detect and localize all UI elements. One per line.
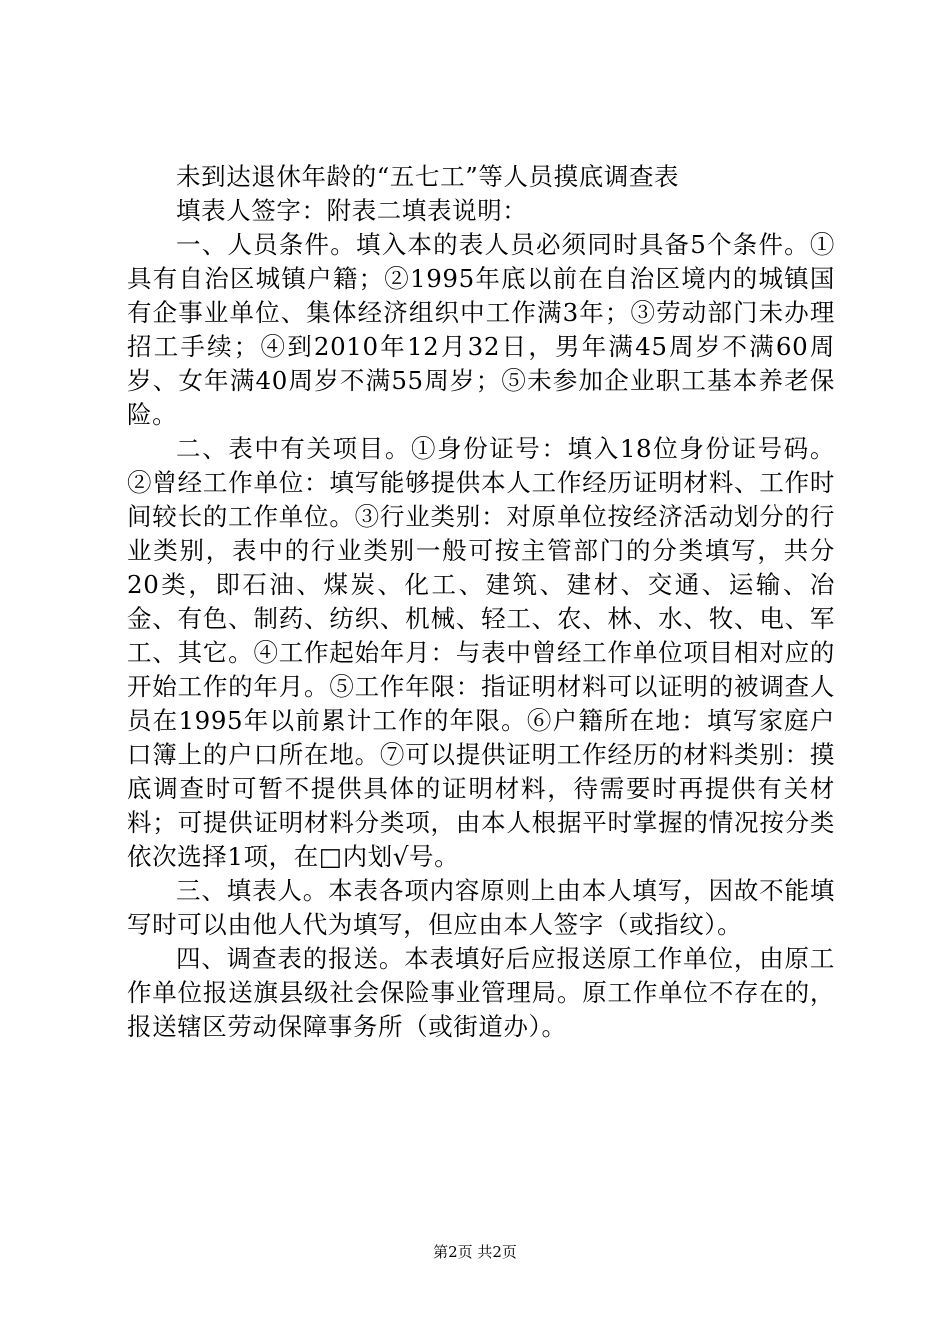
paragraph-submission: 四、调查表的报送。本表填好后应报送原工作单位，由原工作单位报送旗县级社会保险事业管理局。原工作单位不存在的，报送辖区劳动保障事务所（或街道办）。 — [127, 944, 835, 1041]
signer-line: 填表人签字：附表二填表说明： — [176, 196, 528, 225]
document-title: 未到达退休年龄的“五七工”等人员摸底调查表 — [176, 162, 680, 191]
page-number-footer: 第2页 共2页 — [433, 1243, 517, 1261]
paragraph-filler: 三、填表人。本表各项内容原则上由本人填写，因故不能填写时可以由他人代为填写，但应由本人签字（或指纹）。 — [127, 876, 835, 939]
document-body — [127, 160, 835, 1044]
paragraph-personnel-conditions: 一、人员条件。填入本的表人员必须同时具备5个条件。①具有自治区城镇户籍；②1995年底以前在自治区境内的城镇国有企事业单位、集体经济组织中工作满3年；③劳动部门未办理招工手续；④到2010年12月32日，男年满45周岁不满60周岁、女年满40周岁不满55周岁；⑤未参加企业职工基本养老保险。 — [127, 230, 835, 429]
paragraph-table-items: 二、表中有关项目。①身份证号：填入18位身份证号码。②曾经工作单位：填写能够提供本人工作经历证明材料、工作时间较长的工作单位。③行业类别：对原单位按经济活动划分的行业类别，表中的行业类别一般可按主管部门的分类填写，共分20类，即石油、煤炭、化工、建筑、建材、交通、运输、冶金、有色、制药、纺织、机械、轻工、农、林、水、牧、电、军工、其它。④工作起始年月：与表中曾经工作单位项目相对应的开始工作的年月。⑤工作年限：指证明材料可以证明的被调查人员在1995年以前累计工作的年限。⑥户籍所在地：填写家庭户口簿上的户口所在地。⑦可以提供证明工作经历的材料类别：摸底调查时可暂不提供具体的证明材料，待需要时再提供有关材料；可提供证明材料分类项，由本人根据平时掌握的情况按分类依次选择1项，在□内划√号。 — [127, 434, 835, 871]
